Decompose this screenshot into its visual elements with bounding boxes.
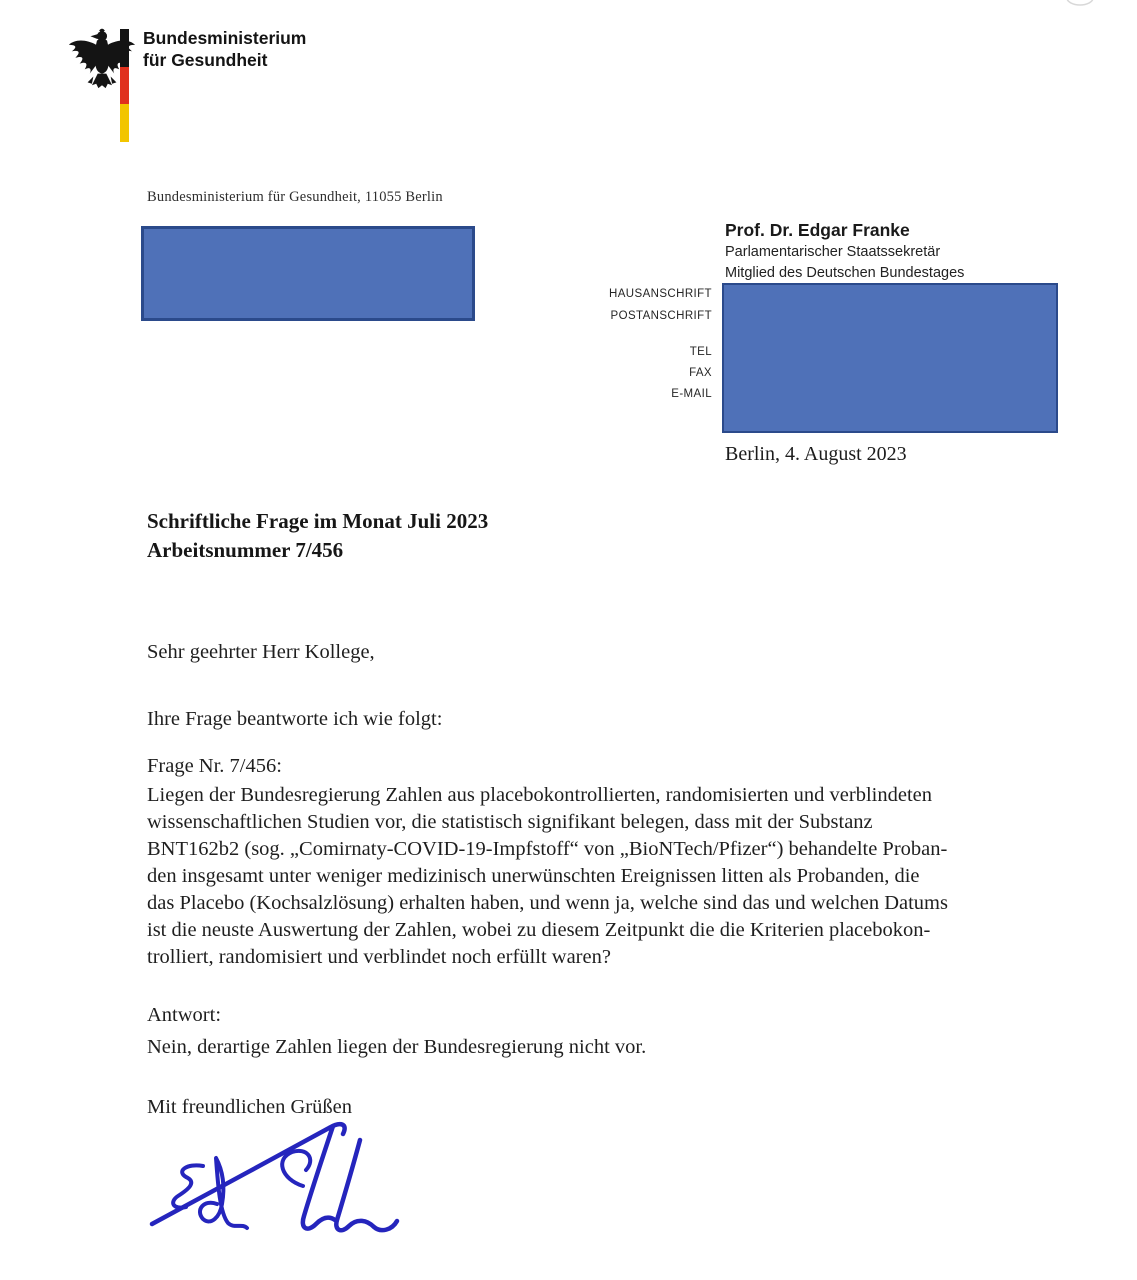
- handwritten-signature-icon: [146, 1116, 408, 1268]
- page-corner-artifact: [1062, 0, 1098, 8]
- sender-return-address: Bundesministerium für Gesundheit, 11055 Berlin: [147, 189, 443, 205]
- question-paragraph: [147, 782, 1007, 971]
- question-label: Frage Nr. 7/456:: [147, 755, 282, 777]
- flag-black-band: [120, 29, 129, 67]
- signatory-role-2: Mitglied des Deutschen Bundestages: [725, 265, 965, 281]
- question-line: das Placebo (Kochsalzlösung) erhalten haben, und wenn ja, welche sind das und welchen Datums: [147, 892, 948, 914]
- question-line: trolliert, randomisiert und verblindet noch erfüllt waren?: [147, 946, 611, 968]
- label-tel: TEL: [689, 346, 712, 358]
- question-line: Liegen der Bundesregierung Zahlen aus placebokontrollierten, randomisierten und verblindeten: [147, 784, 932, 806]
- closing-salutation: Mit freundlichen Grüßen: [147, 1096, 352, 1118]
- question-line: den insgesamt unter weniger medizinisch unerwünschten Ereignissen litten als Probanden, die: [147, 865, 920, 887]
- dateline: Berlin, 4. August 2023: [725, 443, 907, 465]
- answer-text: Nein, derartige Zahlen liegen der Bundesregierung nicht vor.: [147, 1036, 647, 1058]
- recipient-address-redaction: [141, 226, 475, 321]
- question-line: wissenschaftlichen Studien vor, die statistisch signifikant belegen, dass mit der Substanz: [147, 811, 873, 833]
- subject-block: [147, 507, 488, 565]
- subject-line2: Arbeitsnummer 7/456: [147, 538, 344, 562]
- flag-red-band: [120, 67, 129, 105]
- intro-line: Ihre Frage beantworte ich wie folgt:: [147, 708, 443, 730]
- signatory-role-1: Parlamentarischer Staatssekretär: [725, 244, 941, 260]
- ministry-name-line1: Bundesministerium: [143, 28, 307, 48]
- salutation: Sehr geehrter Herr Kollege,: [147, 641, 375, 663]
- ministry-name-line2: für Gesundheit: [143, 50, 268, 70]
- signatory-block: [725, 219, 964, 284]
- label-email: E-MAIL: [671, 388, 712, 400]
- subject-line1: Schriftliche Frage im Monat Juli 2023: [147, 509, 489, 533]
- answer-label: Antwort:: [147, 1004, 222, 1026]
- question-line: BNT162b2 (sog. „Comirnaty-COVID-19-Impfstoff“ von „BioNTech/Pfizer“) behandelte Proban-: [147, 838, 948, 860]
- contact-details-redaction: [722, 283, 1058, 433]
- ministry-name: [143, 27, 306, 71]
- signatory-name: Prof. Dr. Edgar Franke: [725, 220, 910, 240]
- flag-gold-band: [120, 104, 129, 142]
- label-fax: FAX: [689, 367, 712, 379]
- label-postanschrift: POSTANSCHRIFT: [610, 310, 712, 322]
- german-flag-stripe: [120, 29, 129, 142]
- question-line: ist die neuste Auswertung der Zahlen, wobei zu diesem Zeitpunkt die die Kriterien placebokon-: [147, 919, 931, 941]
- label-hausanschrift: HAUSANSCHRIFT: [609, 288, 712, 300]
